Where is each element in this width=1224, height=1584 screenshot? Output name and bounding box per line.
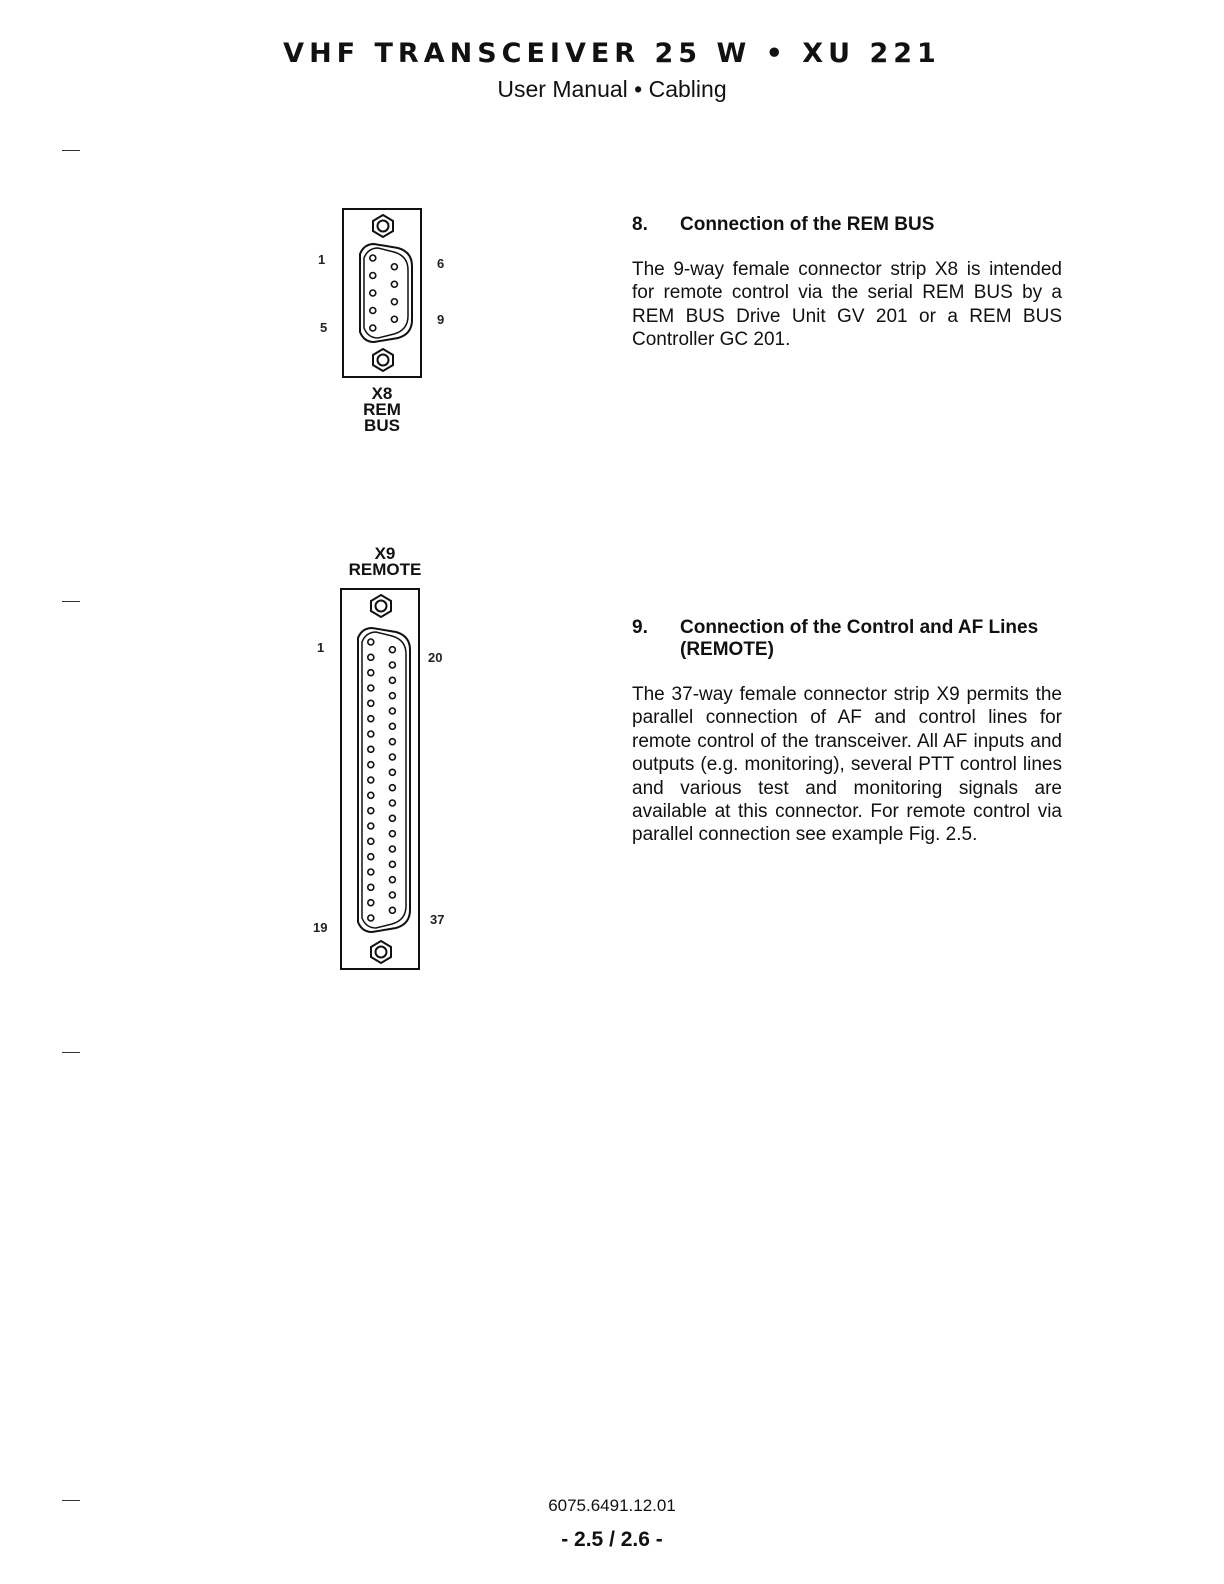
x9-pin	[389, 800, 395, 806]
x8-pin	[370, 325, 376, 331]
x9-label	[330, 546, 440, 578]
x9-pin	[368, 869, 374, 875]
x9-pin	[389, 647, 395, 653]
x9-pin	[389, 677, 395, 683]
section-title: Connection of the Control and AF Lines (REMOTE)	[680, 617, 1039, 660]
x9-pin	[368, 654, 374, 660]
section-title: Connection of the REM BUS	[680, 214, 935, 235]
x8-label-line: X8	[371, 384, 393, 403]
x9-mounting-screw-icon	[371, 941, 391, 963]
x9-pin	[389, 662, 395, 668]
x9-pin	[368, 670, 374, 676]
x9-pin	[368, 854, 374, 860]
x9-shell-outer	[358, 628, 410, 932]
page-subtitle: User Manual • Cabling	[497, 76, 727, 102]
x9-pin	[368, 762, 374, 768]
x8-connector-drawing	[342, 208, 422, 378]
x9-pin	[368, 792, 374, 798]
x9-pin	[389, 739, 395, 745]
margin-mark	[62, 1052, 80, 1053]
section-heading	[632, 214, 1062, 236]
x9-pin	[389, 708, 395, 714]
x8-pin-label-1: 1	[318, 252, 326, 267]
x8-panel	[343, 209, 421, 377]
x9-pin	[368, 838, 374, 844]
section-number: 8.	[632, 214, 648, 235]
x9-pin	[368, 884, 374, 890]
x8-pin	[391, 264, 397, 270]
x9-label-line: REMOTE	[348, 560, 422, 579]
x9-pin	[368, 700, 374, 706]
x9-panel	[341, 589, 419, 969]
x8-shell-inner	[364, 248, 408, 338]
x8-pin	[370, 308, 376, 314]
x9-pin	[389, 723, 395, 729]
x9-pin	[368, 746, 374, 752]
x8-mounting-screw-icon	[373, 215, 393, 237]
x9-pin-label-37: 37	[430, 912, 445, 927]
x9-pin	[368, 639, 374, 645]
x9-pin	[389, 831, 395, 837]
section-remote	[632, 617, 1062, 847]
x9-pin	[389, 693, 395, 699]
x9-pin	[389, 754, 395, 760]
x8-pin	[391, 281, 397, 287]
x8-pin	[391, 316, 397, 322]
x9-shell-inner	[362, 632, 406, 928]
x9-pin	[368, 823, 374, 829]
x9-pin	[368, 808, 374, 814]
x8-label	[342, 386, 422, 434]
section-number: 9.	[632, 617, 648, 638]
x9-pin	[389, 892, 395, 898]
x9-mounting-screw-icon	[371, 595, 391, 617]
page-number: - 2.5 / 2.6 -	[561, 1528, 663, 1551]
x8-pin-label-6: 6	[437, 256, 445, 271]
x9-pin	[389, 846, 395, 852]
document-code: 6075.6491.12.01	[548, 1496, 676, 1515]
x9-pin	[389, 861, 395, 867]
x9-pin	[368, 915, 374, 921]
page-title: VHF TRANSCEIVER 25 W • XU 221	[283, 38, 941, 69]
x8-pin-label-9: 9	[437, 312, 445, 327]
section-body: The 9-way female connector strip X8 is intended for remote control via the serial REM BUS by a REM BUS Drive Unit GV 201 or a REM BUS Controller GC 201.	[632, 259, 1062, 351]
x8-mounting-screw-icon	[373, 349, 393, 371]
x9-pin-label-19: 19	[313, 920, 328, 935]
x9-pin-label-20: 20	[428, 650, 443, 665]
x9-pin	[389, 877, 395, 883]
x9-pin	[368, 716, 374, 722]
x8-label-line: REM	[363, 400, 401, 419]
x9-pin	[368, 777, 374, 783]
x9-pin	[368, 900, 374, 906]
section-heading	[632, 617, 1062, 661]
x8-pin-label-5: 5	[320, 320, 328, 335]
x9-pin	[389, 815, 395, 821]
x9-pin-label-1: 1	[317, 640, 325, 655]
x9-label-line: X9	[374, 544, 396, 563]
x8-pin	[370, 290, 376, 296]
x9-pin	[368, 685, 374, 691]
section-body: The 37-way female connector strip X9 permits the parallel connection of AF and control lines for remote control of the transceiver. All AF inputs and outputs (e.g. monitoring), several PTT control lines and various test and monitoring signals are available at this connector. For remote control via parallel connection see example Fig. 2.5.	[632, 684, 1062, 846]
x8-pin	[370, 255, 376, 261]
x9-pin	[368, 731, 374, 737]
x8-label-line: BUS	[364, 416, 400, 435]
margin-mark	[62, 150, 80, 151]
section-rem-bus	[632, 214, 1062, 352]
x9-pin	[389, 907, 395, 913]
x8-pin	[391, 299, 397, 305]
x9-connector-drawing	[340, 588, 420, 970]
x9-pin	[389, 769, 395, 775]
margin-mark	[62, 601, 80, 602]
x8-pin	[370, 273, 376, 279]
x9-pin	[389, 785, 395, 791]
